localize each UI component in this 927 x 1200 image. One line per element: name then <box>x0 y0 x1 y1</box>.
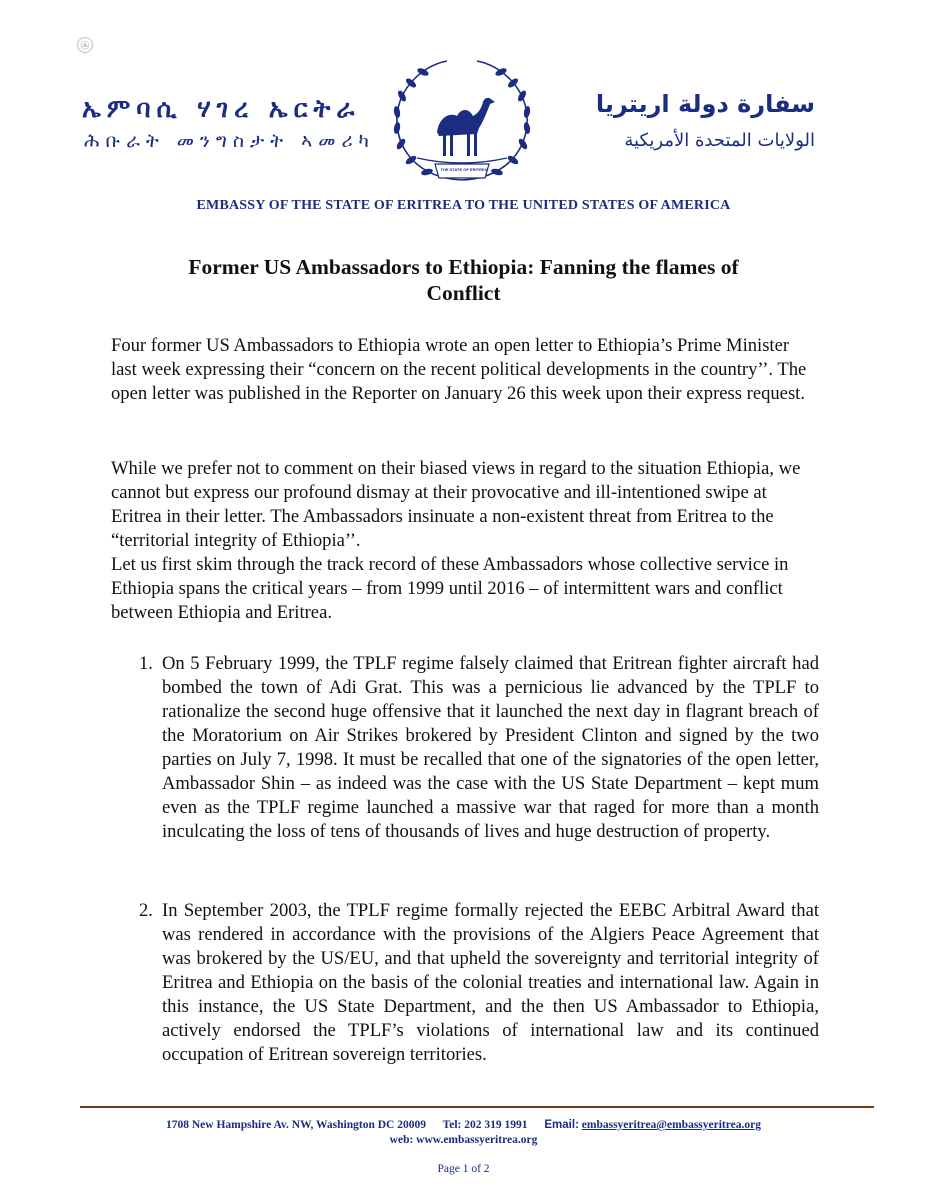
list-item <box>139 899 819 1067</box>
response-paragraphs <box>111 457 819 625</box>
intro-paragraph: Four former US Ambassadors to Ethiopia wrote an open letter to Ethiopia’s Prime Minister last week expressing their “concern on the recent political developments in the country’’. The open letter was published in the Reporter on January 26 this week upon their express request. <box>111 335 807 404</box>
list-item-number: 2. <box>139 900 153 921</box>
arabic-country-name: الولايات المتحدة الأمريكية <box>624 130 815 151</box>
letterhead <box>0 0 927 225</box>
list-item-number: 1. <box>139 653 153 674</box>
list-item-text: In September 2003, the TPLF regime formally rejected the EEBC Arbitral Award that was rendered in accordance with the provisions of the Algiers Peace Agreement that was brokered by the US/EU, and that upheld the sovereignty and territorial integrity of Eritrea and Ethiopia on the basis of the colonial treaties and international law. Again in this instance, the US State Department, and the then US Ambassador to Ethiopia, actively endorsed the TPLF’s violations of international law and its continued occupation of Eritrean sovereign territories. <box>162 900 819 1065</box>
title-line-2: Conflict <box>426 281 501 305</box>
footer-tel: 202 319 1991 <box>464 1119 528 1131</box>
page-number: Page 1 of 2 <box>437 1163 490 1175</box>
emblem-banner-text: THE STATE OF ERITREA <box>440 167 488 172</box>
footer-address: 1708 New Hampshire Av. NW, Washington DC 20009 <box>166 1119 426 1131</box>
footer-divider <box>80 1106 874 1108</box>
footer-web[interactable]: web: www.embassyeritrea.org <box>389 1134 538 1146</box>
list-item <box>139 652 819 844</box>
embassy-heading: EMBASSY OF THE STATE OF ERITREA TO THE UNITED STATES OF AMERICA <box>196 198 731 213</box>
track-record-paragraph: Let us first skim through the track record of these Ambassadors whose collective service in Ethiopia spans the critical years – from 1999 until 2016 – of intermittent wars and conflict between Ethiopia and Eritrea. <box>111 554 789 623</box>
footer-email-label: Email: <box>544 1119 579 1131</box>
title-line-1: Former US Ambassadors to Ethiopia: Fanning the flames of <box>188 255 739 279</box>
list-item-text: On 5 February 1999, the TPLF regime falsely claimed that Eritrean fighter aircraft had bombed the town of Adi Grat. This was a pernicious lie advanced by the TPLF to rationalize the second huge offensive that it launched the next day in flagrant breach of the Moratorium on Air Strikes brokered by President Clinton and signed by the two parties on July 7, 1998. It must be recalled that one of the signatories of the open letter, Ambassador Shin – as indeed was the case with the US State Department – kept mum even as the TPLF regime launched a massive war that raged for more than a month inculcating the loss of tens of thousands of lives and huge destruction of property. <box>162 653 819 842</box>
footer-contact-line <box>0 1119 927 1131</box>
page-title <box>120 254 807 306</box>
footer-tel-label: Tel: <box>442 1119 462 1131</box>
response-paragraph: While we prefer not to comment on their biased views in regard to the situation Ethiopia, we cannot but express our profound dismay at their provocative and ill-intentioned swipe at Eritrea in their letter. The Ambassadors insinuate a non-existent threat from Eritrea to the “territorial integrity of Ethiopia’’. <box>111 458 801 551</box>
tigrinya-embassy-name: ኤምባሲ ሃገረ ኤርትራ <box>82 94 361 123</box>
footer-email-link[interactable]: embassyeritrea@embassyeritrea.org <box>581 1119 761 1131</box>
arabic-embassy-name: سفارة دولة اريتريا <box>595 90 815 118</box>
tigrinya-country-name: ሕቡራት መንግስታት ኣመሪካ <box>84 130 375 152</box>
